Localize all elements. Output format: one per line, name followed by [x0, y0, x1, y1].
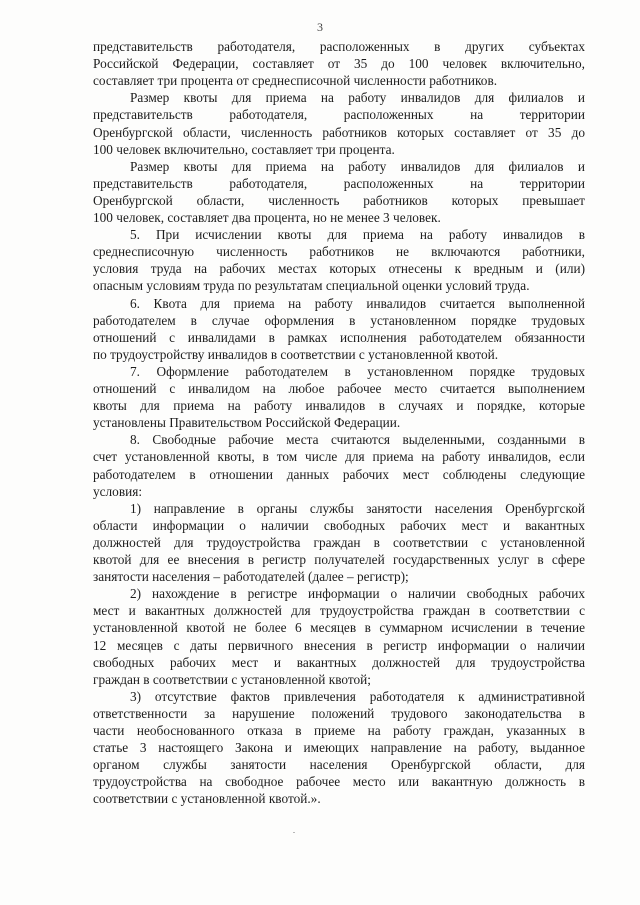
text-line: 100 человек, составляет два процента, но не менее 3 человек.: [93, 210, 441, 225]
text-line: области информации о наличии свободных рабочих мест и вакантных: [93, 517, 585, 533]
text-line: граждан в соответствии с установленной квотой;: [93, 671, 371, 687]
text-line: среднесписочную численность работников не включаются работники,: [93, 244, 585, 260]
text-line: условия:: [93, 483, 143, 499]
text-line: 7. Оформление работодателем в установленном порядке трудовых: [130, 363, 585, 379]
text-line: составляет три процента от среднесписочной численности работников.: [93, 73, 498, 89]
text-line: соответствии с установленной квотой.».: [93, 791, 321, 807]
text-line: условия труда на рабочих местах которых отнесены к вредным и (или): [93, 261, 585, 277]
text-line: представительств работодателя, расположенных на территории: [93, 175, 585, 191]
text-line: части необоснованного отказа в приеме на работу граждан, указанных в: [93, 723, 585, 738]
text-line: отношений с инвалидами в рамках исполнения работодателем обязанности: [93, 329, 585, 345]
text-line: 1) направление в органы службы занятости населения Оренбургской: [130, 500, 585, 516]
text-line: представительств работодателя, расположенных в других субъектах: [93, 39, 585, 54]
text-line: Размер квоты для приема на работу инвалидов для филиалов и: [130, 158, 585, 174]
text-line: 2) нахождение в регистре информации о наличии свободных рабочих: [130, 586, 585, 602]
text-line: отношений с инвалидом на любое рабочее место считается выполнением: [93, 381, 585, 396]
text-line: свободных рабочих мест и вакантных должностей для трудоустройства: [93, 654, 585, 670]
text-line: 5. При исчислении квоты для приема на работу инвалидов в: [130, 227, 585, 243]
text-line: установлены Правительством Российской Федерации.: [93, 415, 401, 431]
text-line: 8. Свободные рабочие места считаются выделенными, созданными в: [130, 432, 585, 448]
text-line: Размер квоты для приема на работу инвалидов для филиалов и: [130, 90, 585, 106]
text-line: представительств работодателя, расположенных на территории: [93, 107, 585, 123]
text-line: установленной квотой не более 6 месяцев в суммарном исчислении в течение: [93, 620, 585, 636]
text-line: счет установленной квоты, в том числе для приема на работу инвалидов, если: [93, 449, 585, 465]
text-line: опасным условиям труда по результатам специальной оценки условий труда.: [93, 278, 530, 294]
text-line: Российской Федерации, составляет от 35 до 100 человек включительно,: [93, 56, 585, 72]
page-number: 3: [317, 20, 323, 34]
text-line: ответственности за нарушение положений трудового законодательства в: [93, 705, 585, 721]
text-line: работодателем в отношении данных рабочих мест соблюдены следующие: [93, 466, 585, 482]
text-line: Оренбургской области, численность работников которых превышает: [93, 192, 585, 208]
text-line: органом службы занятости населения Оренбургской области, для: [93, 757, 585, 773]
text-line: должностей для трудоустройства граждан в соответствии с установленной: [93, 534, 585, 550]
text-line: по трудоустройству инвалидов в соответствии с установленной квотой.: [93, 346, 499, 362]
text-line: статье 3 настоящего Закона и имеющих направление на работу, выданное: [93, 740, 585, 756]
text-line: квотой для ее внесения в регистр получателей государственных услуг в сфере: [93, 552, 585, 567]
text-line: 6. Квота для приема на работу инвалидов считается выполненной: [130, 295, 585, 311]
text-line: 100 человек включительно, составляет три процента.: [93, 141, 395, 157]
text-line: 3) отсутствие фактов привлечения работодателя к административной: [130, 688, 585, 704]
text-line: квоты для приема на работу инвалидов в случаях и порядке, которые: [93, 398, 585, 414]
text-line: работодателем в случае оформления в установленном порядке трудовых: [93, 312, 585, 328]
scan-speck: [293, 832, 295, 833]
text-line: 12 месяцев с даты первичного внесения в регистр информации о наличии: [93, 637, 585, 653]
text-line: трудоустройства на свободное рабочее место или вакантную должность в: [93, 774, 585, 790]
text-line: мест и вакантных должностей для трудоустройства граждан в соответствии с: [93, 603, 585, 619]
text-line: Оренбургской области, численность работников которых составляет от 35 до: [93, 124, 585, 140]
text-line: занятости населения – работодателей (далее – регистр);: [93, 569, 409, 585]
